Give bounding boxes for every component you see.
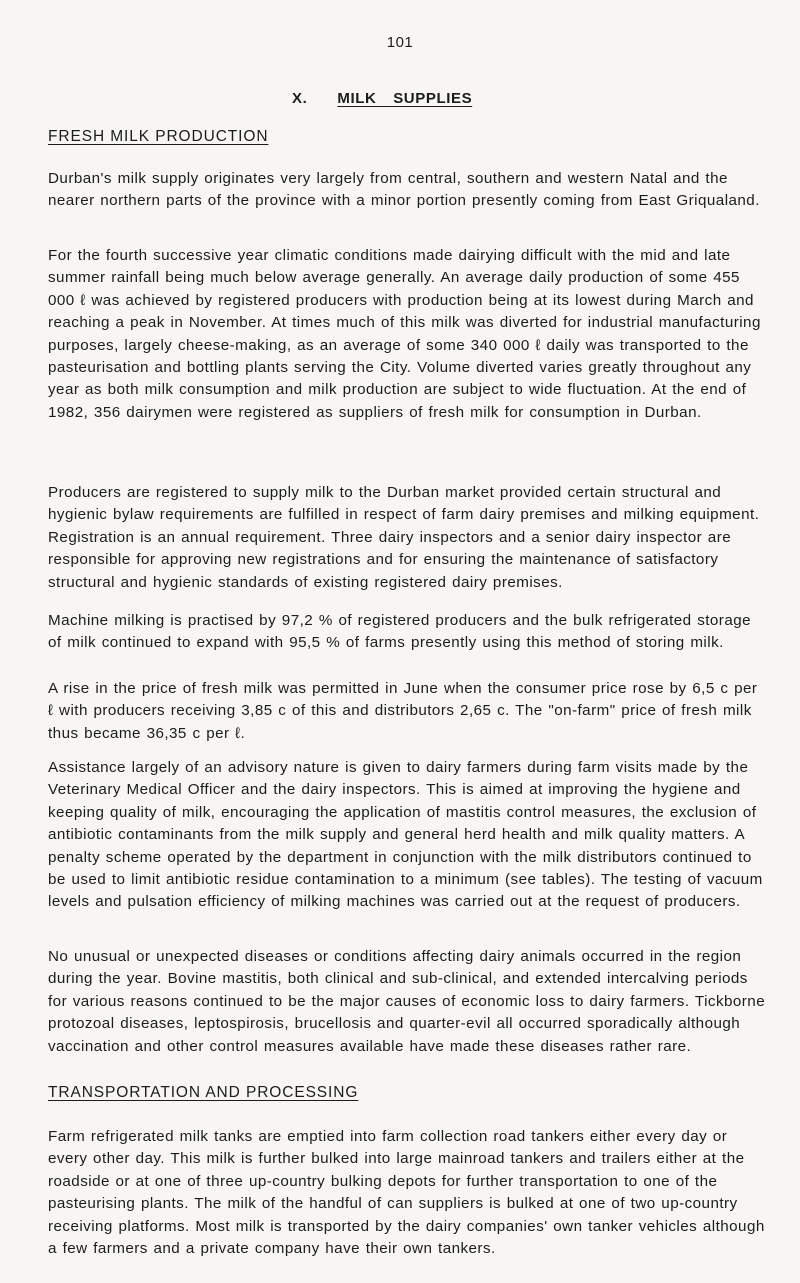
section-heading-fresh-milk-production: FRESH MILK PRODUCTION [48, 128, 269, 145]
chapter-number: X. [292, 90, 308, 107]
page-number: 101 [386, 34, 414, 51]
paragraph-machine-milking: Machine milking is practised by 97,2 % of registered producers and the bulk refrigerated storage of milk continued to expand with 95,5 % of farms presently using this method of storing milk. [48, 612, 752, 652]
section-heading-transportation-processing: TRANSPORTATION AND PROCESSING [48, 1084, 359, 1101]
paragraph-producer-registration: Producers are registered to supply milk to the Durban market provided certain structural and hygienic bylaw requirements are fulfilled in respect of farm dairy premises and milking equipment. Registration is an annual requirement. Three dairy inspectors and a senior dairy inspector are responsible for approving new registrations and for ensuring the maintenance of satisfactory structural and hygienic standards of existing registered dairy premises. [48, 484, 760, 591]
chapter-name: MILK SUPPLIES [337, 90, 473, 107]
paragraph-climatic-conditions: For the fourth successive year climatic conditions made dairying difficult with the mid and late summer rainfall being much below average generally. An average daily production of some 455 000 ℓ was achieved by registered producers with production being at its lowest during March and reaching a peak in November. At times much of this milk was diverted for industrial manufacturing purposes, largely cheese-making, as an average of some 340 000 ℓ daily was transported to the pasteurisation and bottling plants serving the City. Volume diverted varies greatly throughout any year as both milk consumption and milk production are subject to wide fluctuation. At the end of 1982, 356 dairymen were registered as suppliers of fresh milk for consumption in Durban. [48, 247, 761, 421]
paragraph-milk-origin: Durban's milk supply originates very largely from central, southern and western Natal and the nearer northern parts of the province with a minor portion presently coming from East Griqualand. [48, 170, 760, 210]
paragraph-milk-price: A rise in the price of fresh milk was permitted in June when the consumer price rose by 6,5 c per ℓ with producers receiving 3,85 c of this and distributors 2,65 c. The "on-farm" price of fresh milk thus became 36,35 c per ℓ. [48, 680, 758, 742]
chapter-title [292, 90, 472, 107]
paragraph-animal-diseases: No unusual or unexpected diseases or conditions affecting dairy animals occurred in the region during the year. Bovine mastitis, both clinical and sub-clinical, and extended intercalving periods for various reasons continued to be the major causes of economic loss to dairy farmers. Tickborne protozoal diseases, leptospirosis, brucellosis and quarter-evil all occurred sporadically although vaccination and other control measures available have made these diseases rather rare. [48, 948, 766, 1055]
paragraph-milk-transport: Farm refrigerated milk tanks are emptied into farm collection road tankers either every day or every other day. This milk is further bulked into large mainroad tankers and trailers either at the roadside or at one of three up-country bulking depots for further transportation to one of the pasteurising plants. The milk of the handful of can suppliers is bulked at one of two up-country receiving platforms. Most milk is transported by the dairy companies' own tanker vehicles although a few farmers and a private company have their own tankers. [48, 1128, 765, 1258]
paragraph-advisory-assistance: Assistance largely of an advisory nature is given to dairy farmers during farm visits made by the Veterinary Medical Officer and the dairy inspectors. This is aimed at improving the hygiene and keeping quality of milk, encouraging the application of mastitis control measures, the exclusion of antibiotic contaminants from the milk supply and general herd health and milk quality matters. A penalty scheme operated by the department in conjunction with the milk distributors continued to be used to limit antibiotic residue contamination to a minimum (see tables). The testing of vacuum levels and pulsation efficiency of milking machines was carried out at the request of producers. [48, 759, 763, 911]
